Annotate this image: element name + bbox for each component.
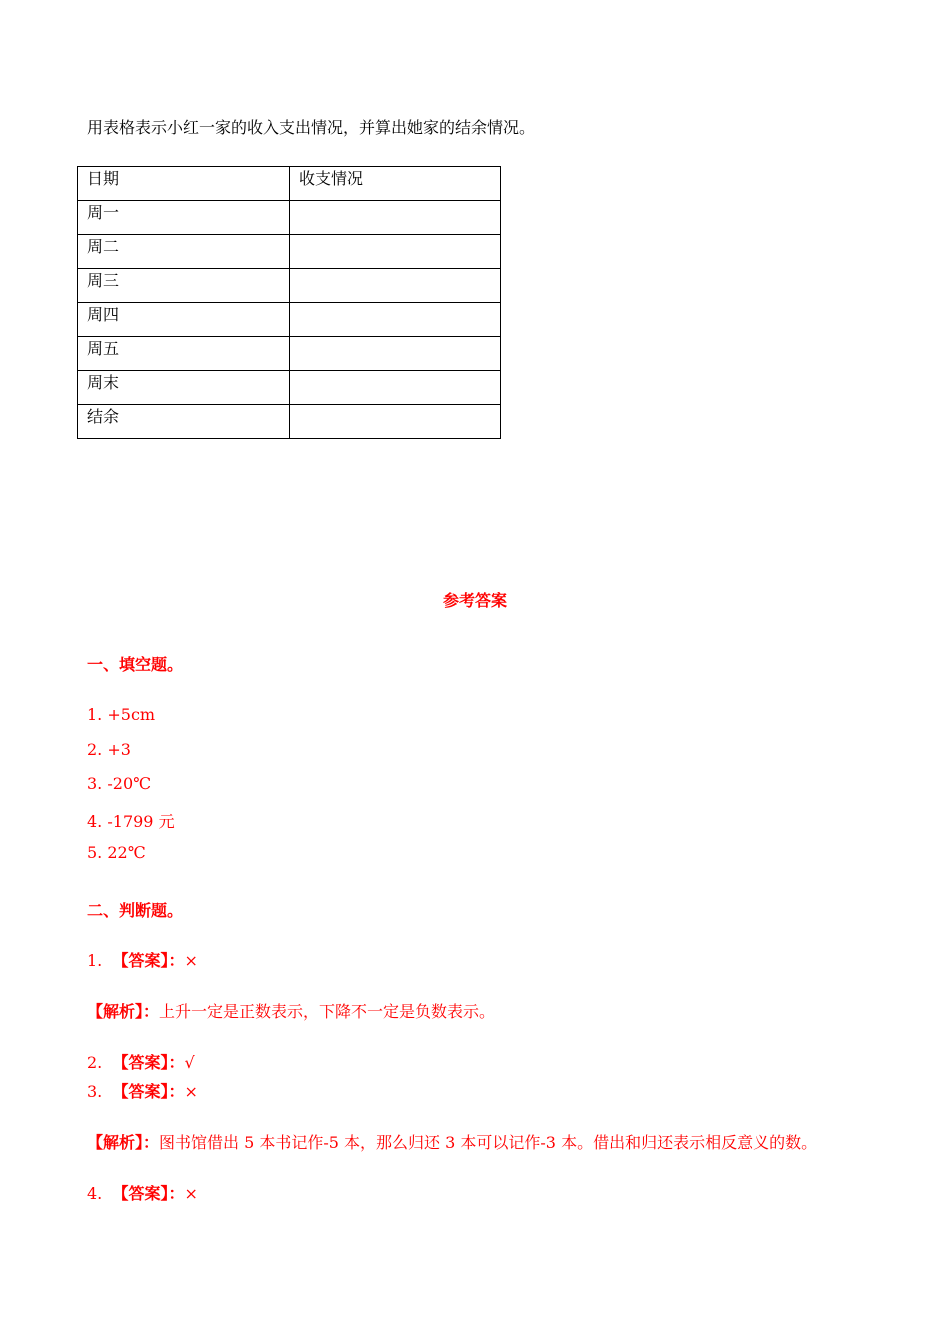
answers-title: 参考答案 xyxy=(442,591,507,610)
row-value xyxy=(290,405,501,439)
table-row xyxy=(78,235,501,269)
judge-explanation-1 xyxy=(87,999,495,1022)
row-value xyxy=(290,201,501,235)
section2-heading: 二、判断题。 xyxy=(87,901,184,920)
row-label: 周三 xyxy=(78,269,290,303)
table-row xyxy=(78,337,501,371)
answer-label: 【答案】： xyxy=(112,1082,185,1101)
row-value xyxy=(290,269,501,303)
question-intro: 用表格表示小红一家的收入支出情况，并算出她家的结余情况。 xyxy=(87,118,536,137)
explanation-text: 上升一定是正数表示，下降不一定是负数表示。 xyxy=(159,1002,496,1021)
answer-number: 3. xyxy=(87,1082,103,1101)
fill-answer-4: 4. -1799 元 xyxy=(87,812,175,831)
answer-number: 2. xyxy=(87,1053,103,1072)
row-value xyxy=(290,303,501,337)
row-label: 周四 xyxy=(78,303,290,337)
row-label: 周末 xyxy=(78,371,290,405)
explanation-text: 图书馆借出 5 本书记作-5 本，那么归还 3 本可以记作-3 本。借出和归还表示相反意义的数。 xyxy=(159,1133,818,1152)
row-value xyxy=(290,235,501,269)
judge-answer-2 xyxy=(87,1050,195,1073)
answer-value: √ xyxy=(184,1053,195,1072)
answer-number: 4. xyxy=(87,1184,103,1203)
answer-value: × xyxy=(184,951,198,970)
fill-answer-3: 3. -20℃ xyxy=(87,774,152,793)
fill-answer-1: 1. +5cm xyxy=(87,705,156,724)
judge-answer-1 xyxy=(87,948,198,971)
row-label: 周五 xyxy=(78,337,290,371)
row-label: 周一 xyxy=(78,201,290,235)
fill-answer-5: 5. 22℃ xyxy=(87,843,146,862)
judge-answer-4 xyxy=(87,1181,198,1204)
table-row xyxy=(78,371,501,405)
answer-number: 1. xyxy=(87,951,103,970)
row-label: 周二 xyxy=(78,235,290,269)
row-value xyxy=(290,371,501,405)
answer-label: 【答案】： xyxy=(112,951,185,970)
table-row xyxy=(78,405,501,439)
fill-answer-2: 2. +3 xyxy=(87,740,131,759)
income-expense-table xyxy=(77,166,501,439)
answer-value: × xyxy=(184,1082,198,1101)
header-date: 日期 xyxy=(78,167,290,201)
answer-label: 【答案】： xyxy=(112,1184,185,1203)
section1-heading: 一、填空题。 xyxy=(87,655,184,674)
explanation-label: 【解析】： xyxy=(87,1002,160,1021)
judge-answer-3 xyxy=(87,1079,198,1102)
judge-explanation-3 xyxy=(87,1130,817,1153)
table-header-row xyxy=(78,167,501,201)
row-label: 结余 xyxy=(78,405,290,439)
row-value xyxy=(290,337,501,371)
explanation-label: 【解析】： xyxy=(87,1133,160,1152)
answer-label: 【答案】： xyxy=(112,1053,185,1072)
answer-value: × xyxy=(184,1184,198,1203)
header-status: 收支情况 xyxy=(290,167,501,201)
table-row xyxy=(78,269,501,303)
table-row xyxy=(78,303,501,337)
table-row xyxy=(78,201,501,235)
